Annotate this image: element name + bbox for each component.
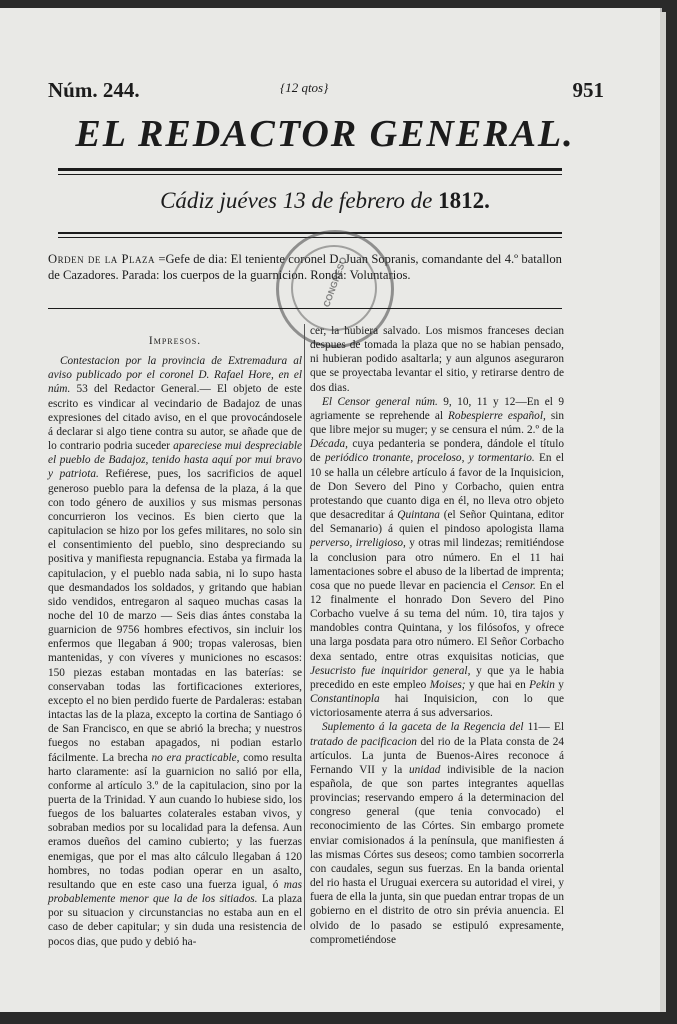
article-extremadura	[48, 354, 302, 949]
article-quote: mas probablemente menor que la de los sitiados.	[48, 878, 302, 906]
article-text: 9, 10, 11 y 12—En el 9 agriamente se reprehende al	[310, 395, 564, 422]
article-text: En el 12 finalmente el honrado Don Severo del Pino Corbacho vuelve á su tema del núm. 10, tira tajos y mandobles contra Quintana, y los filósofos, y ofrece una larga posdata para otro número. El Señor Corbacho dexa sentado, entre otras exquisitas noticias, que	[310, 579, 564, 663]
article-text: La plaza por su situacion y circunstancias no estaba aun en el caso de deber capitular; y sin duda una resistencia de pocos dias, que pudo y debió ha-	[48, 893, 302, 948]
article-text: y	[554, 678, 564, 691]
orden-text: =Gefe de dia: El teniente coronel D. Juan Sopranis, comandante del 4.º batallon de Cazadores. Parada: los cuerpos de la guarnicion. Ronda: Voluntarios.	[48, 252, 562, 282]
article-suplemento-gaceta	[310, 720, 564, 947]
article-text: y otras mil lindezas; remitiéndose la conclusion para otro número. En el 11 hai lamentaciones sobre el abuso de la libertad de imprenta; cosa que no puede llevar en paciencia el	[310, 537, 564, 592]
right-column	[310, 324, 564, 947]
orden-label: Orden de la Plaza	[48, 252, 156, 266]
article-text: hai Inquisicion, con lo que victoriosamente aterra á sus adversarios.	[310, 693, 564, 720]
article-quote: Década,	[310, 438, 348, 451]
article-text: 11— El	[523, 721, 564, 734]
page-edge	[660, 12, 666, 1012]
dateline	[40, 188, 610, 214]
article-title: El Censor general núm.	[322, 395, 438, 408]
article-title: Suplemento á la gaceta de la Regencia del	[322, 721, 524, 734]
article-quote: tratado de pacificacion	[310, 735, 417, 748]
dateline-text: Cádiz juéves 13 de febrero de	[160, 188, 433, 213]
article-text: sin que libre mejor su muger; y se censura el núm. 2.º de la	[310, 409, 565, 437]
article-continuation: cer, la hubiera salvado. Los mismos franceses decian despues de tomada la plaza que no se habian pensado, ni hubieran podido asaltarla; y aun algunos aseguraron que se proyectaba levantar el sitio, y retirarse dentro de dos dias.	[310, 325, 564, 394]
rule-thick	[58, 168, 562, 171]
article-quote: Robespierre español,	[448, 409, 546, 422]
stamp-text: CONGRESO	[321, 255, 349, 309]
article-text: como resulta harto claramente: así la guarnicion no salió por ella, conforme al artículo 3.º de la capitulacion, sino por la puerta de la Trinidad. Y aun cuando lo hubiese sido, los fuegos de los baluartes colaterales estaban vivos, y sobraban medios por su localidad para la defensa. Aun eramos dueños del camino cubierto; y las fuerzas enemigas, que por el mas alto cálculo llegaban á 120 hombres, no todas podian operar en un asalto, resultando que en este caso una fuerza igual, ó	[48, 751, 303, 891]
article-quote: Constantinopla	[310, 693, 380, 706]
article-text: 53 del Redactor General.— El objeto de este escrito es vindicar al vecindario de Badajoz de unas expresiones del citado aviso, en el que provocándosele á declarar si algo tiene contra su autor, se añade que de lo contrario podria suceder	[48, 383, 302, 453]
article-quote: Jesucristo fue inquiridor general,	[310, 664, 471, 677]
article-text: del rio de la Plata consta de 24 artículos. La junta de Buenos-Aires reconoce á Fernando VII y la	[310, 735, 564, 776]
newspaper-page	[0, 8, 660, 1012]
article-title: Contestacion por la provincia de Extremadura al aviso publicado por el coronel D. Rafael Hore, en el núm.	[48, 355, 302, 396]
article-text: Refiérese, pues, los sacrificios de aquel generoso pueblo para la defensa de la plaza, á la que con todo género de auxilios y sus mismas personas concurrieron los vecinos. Es bien cierto que la capitulacion se hizo por los gefes militares, no solo sin el consentimiento del pueblo, sino despreciando su positiva y manifiesta repugnancia. Estaba ya firmada la capitulacion, y el pueblo nada sabia, ni lo supo hasta que desmandados los soldados, y gritando que habian sido vendidos, entregaron al saqueo muchas casas la noche del 10 de marzo — Seis dias ántes constaba la guarnicion de 9756 hombres efectivos, sin incluir los enfermos que llegaban á 900; tropas valerosas, bien mantenidas, y con víveres y municiones no escasos: 150 piezas estaban montadas en las baterías: se conservaban todas las fortificaciones exteriores, excepto el no bien perdido fuerte de Pardaleras: estaban intactas las de la plaza, excepto la cortina de Santiago ó de San Francisco, en que se abrió la brecha; y nuestros fuegos no estaban apagados, ni podian estarlo fácilmente. La brecha	[48, 468, 302, 764]
article-quote: periódico tronante, proceloso, y tormentario.	[324, 452, 535, 465]
section-heading-impresos: Impresos.	[148, 335, 202, 347]
article-quote: no era practicable,	[151, 751, 240, 764]
newspaper-title: EL REDACTOR GENERAL.	[75, 113, 575, 155]
rule-thick-2	[58, 232, 562, 234]
article-text: En el 10 se halla un célebre artículo á favor de la Inquisicion, de Don Severo del Pino y Corbacho, quien entra protestando que cuanto diga en él, no lleva otro objeto que desacreditar á	[310, 452, 564, 522]
issue-number: Núm. 244.	[48, 78, 140, 102]
dateline-year: 1812.	[438, 188, 490, 213]
article-quote: Pekin	[529, 678, 555, 691]
quartos-note: {12 qtos}	[280, 80, 329, 95]
rule-section	[48, 308, 562, 309]
article-quote: apareciese mui despreciable el pueblo de Badajoz, tenido hasta aquí por mui bravo y patriota.	[48, 440, 302, 481]
column-divider	[304, 324, 305, 930]
article-text: indivisible de la nacion española, de que son partes integrantes aquellas provincias; reservando empero á la determinacion del congreso general (que tenia convocado) el reconocimiento de las Córtes. Sin embargo promete enviar comisionados á la península, que manifiesten á las mismas Córtes sus deseos; como tambien socorrerla con caudales, segun sus fuerzas. En la banda oriental del rio hasta el Uruguai exercera su autoridad el virei, y fuera de ella la junta, sin que puedan entrar tropas de un gobierno en el distrito de otro sin prévia anuencia. El olvido de lo pasado se estipuló expresamente, comprometiéndose	[310, 763, 565, 946]
article-quote: Moises;	[429, 678, 466, 691]
article-censor-general	[310, 395, 564, 721]
masthead-top-row	[48, 78, 604, 104]
article-quote: unidad	[408, 763, 441, 776]
article-quote: perverso, irreligioso,	[310, 537, 406, 550]
left-column	[48, 324, 302, 949]
article-quote: Quintana	[397, 509, 440, 522]
article-text: (el Señor Quintana, editor del Semanario) á quien el pindoso apologista llama	[310, 509, 564, 536]
article-text: y que ya le habia precedido en este empleo	[310, 664, 564, 691]
rule-thin	[58, 174, 562, 175]
article-quote: Censor.	[501, 579, 536, 592]
article-text: cuya pedanteria se pondera, dándole el título de	[310, 438, 564, 465]
page-number: 951	[572, 78, 604, 102]
article-text: y que hai en	[465, 678, 526, 691]
